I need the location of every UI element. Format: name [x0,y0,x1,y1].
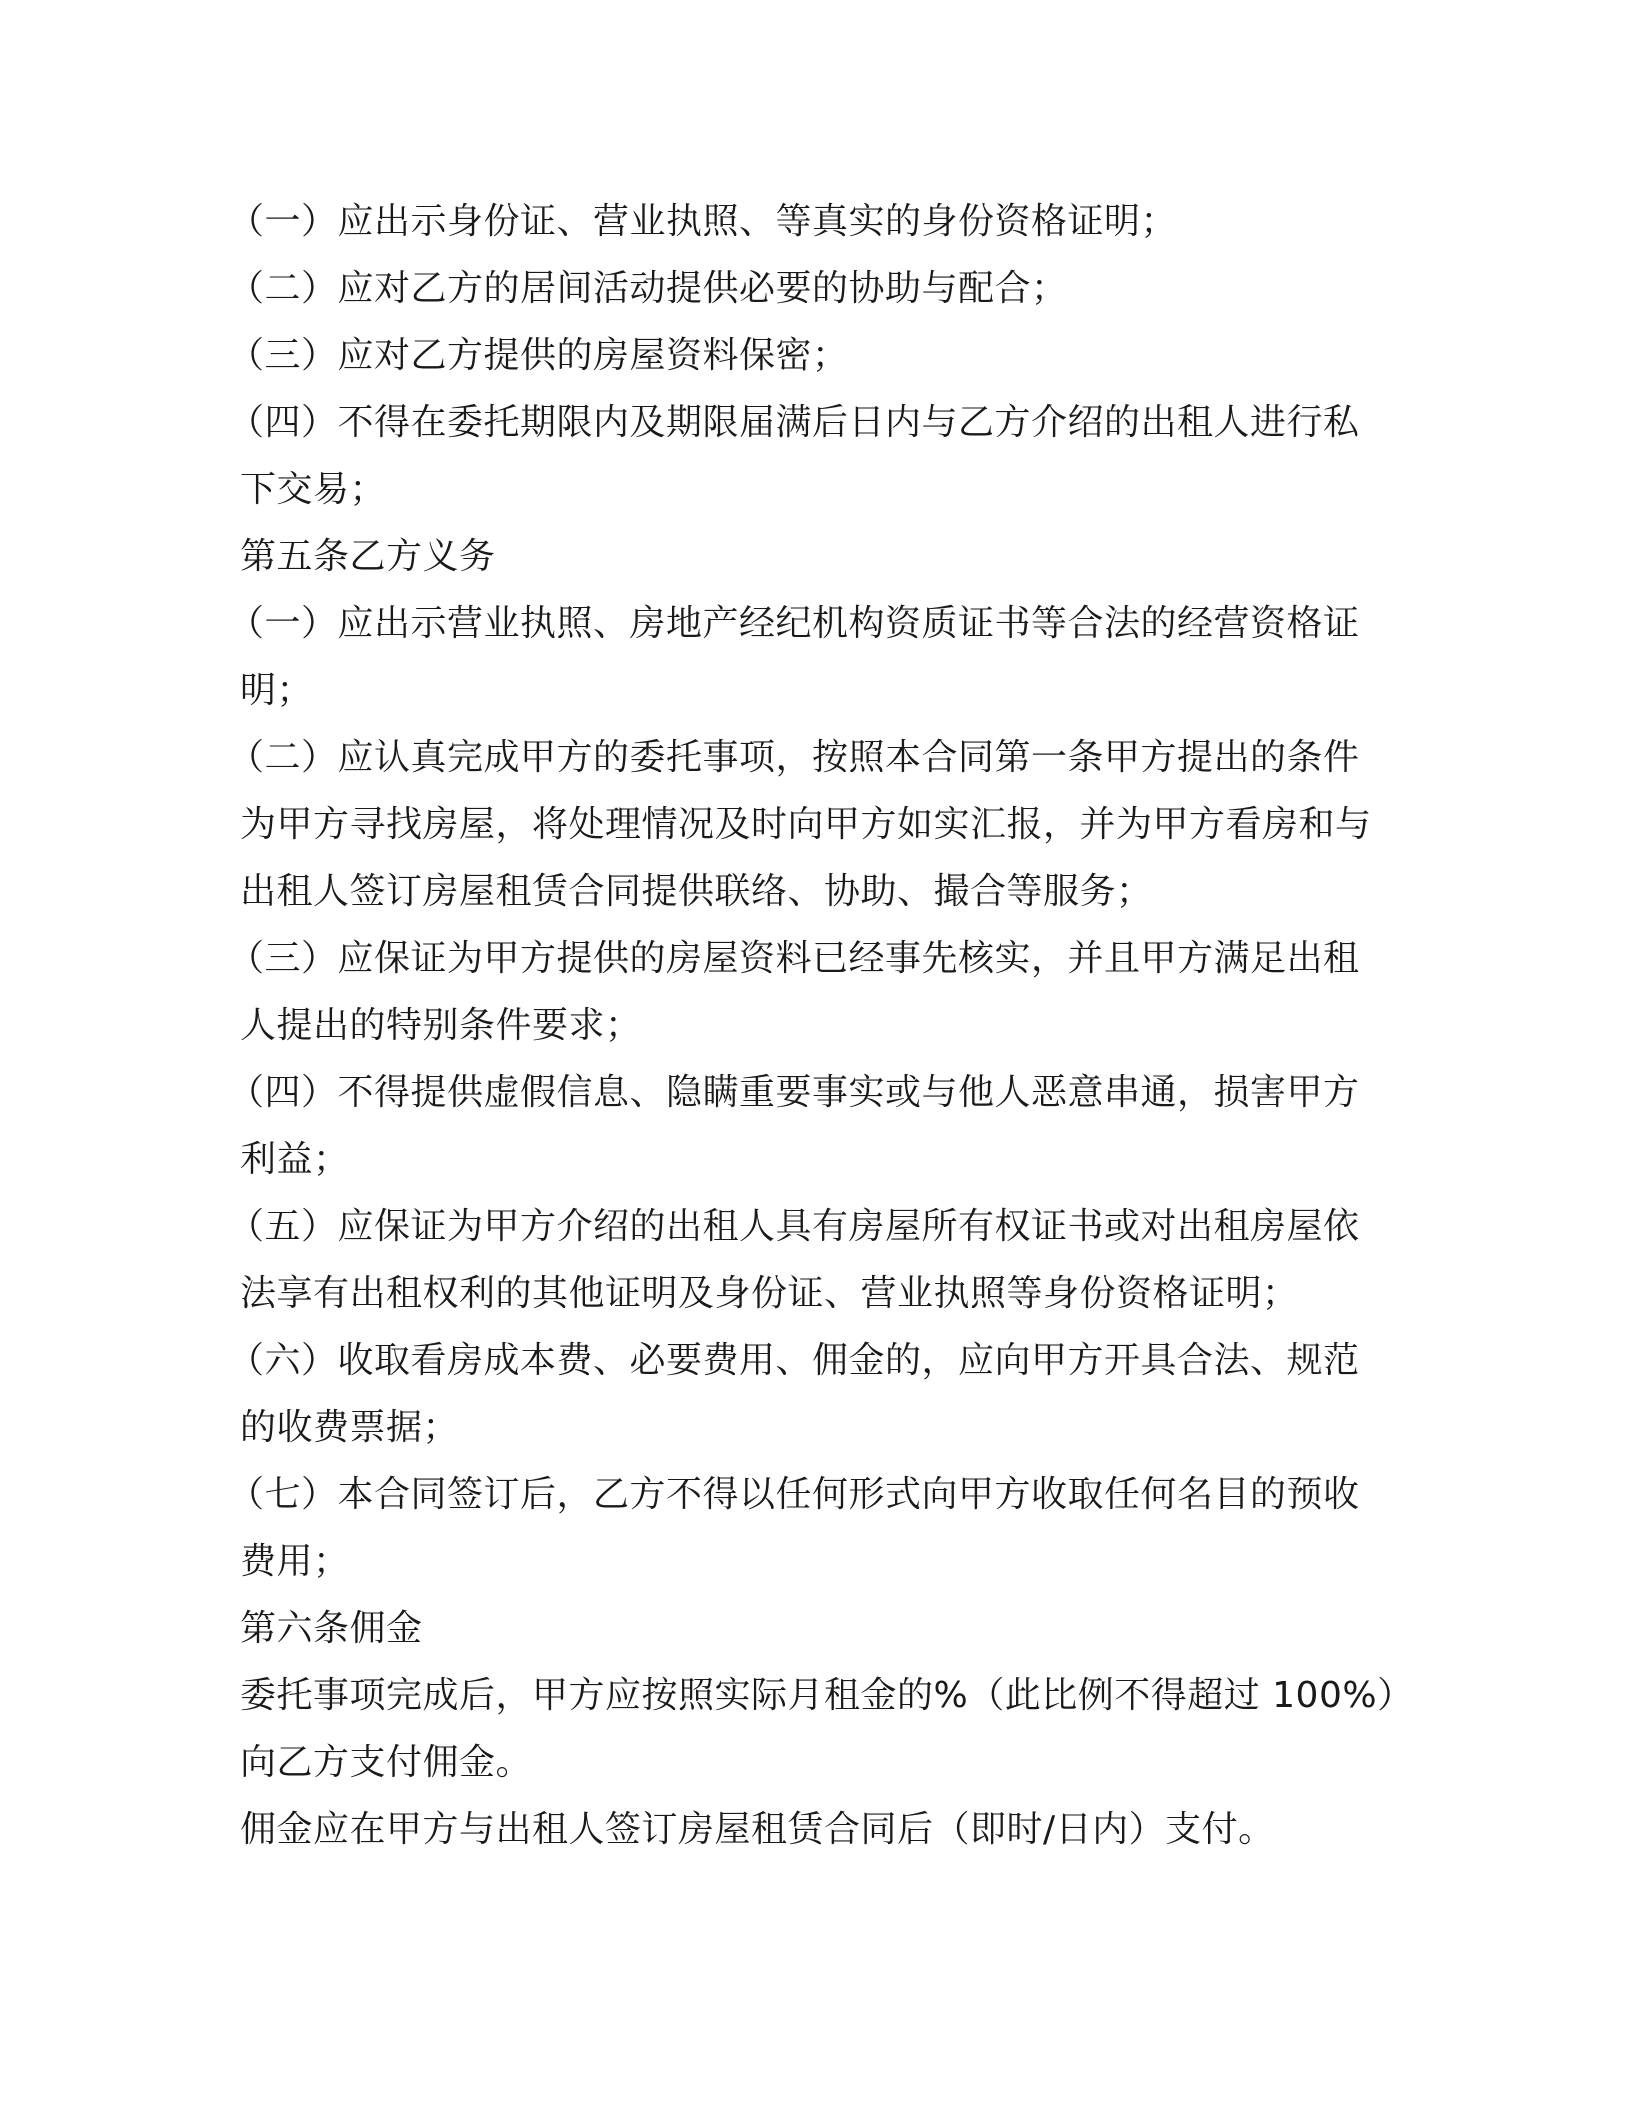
clause-line-continuation: 人提出的特别条件要求； [240,1005,642,1046]
clause-line: （一）应出示营业执照、房地产经纪机构资质证书等合法的经营资格证 [228,603,1360,644]
clause-line: （四）不得提供虚假信息、隐瞒重要事实或与他人恶意串通，损害甲方 [228,1072,1360,1113]
clause-line-continuation: 法享有出租权利的其他证明及身份证、营业执照等身份资格证明； [240,1273,1299,1314]
clause-line: （一）应出示身份证、营业执照、等真实的身份资格证明； [228,201,1178,242]
document-body [228,188,1414,1863]
clause-line-continuation: 为甲方寻找房屋，将处理情况及时向甲方如实汇报，并为甲方看房和与 [240,804,1372,845]
clause-line: （三）应保证为甲方提供的房屋资料已经事先核实，并且甲方满足出租 [228,938,1360,979]
clause-line: （二）应认真完成甲方的委托事项，按照本合同第一条甲方提出的条件 [228,737,1360,778]
clause-line: （四）不得在委托期限内及期限届满后日内与乙方介绍的出租人进行私 [228,402,1360,443]
clause-line-continuation: 利益； [240,1139,350,1180]
clause-line: （三）应对乙方提供的房屋资料保密； [228,335,849,376]
clause-line-continuation: 的收费票据； [240,1407,460,1448]
clause-line-continuation: 明； [240,670,314,711]
section-heading: 第五条乙方义务 [240,536,496,577]
clause-line-continuation: 下交易； [240,469,387,510]
paragraph-line-continuation: 向乙方支付佣金。 [240,1742,533,1783]
clause-line: （六）收取看房成本费、必要费用、佣金的，应向甲方开具合法、规范 [228,1340,1360,1381]
clause-line-continuation: 费用； [240,1541,350,1582]
paragraph-line: 委托事项完成后，甲方应按照实际月租金的%（此比例不得超过 100%） [240,1675,1414,1716]
clause-line-continuation: 出租人签订房屋租赁合同提供联络、协助、撮合等服务； [240,871,1153,912]
clause-line: （七）本合同签订后，乙方不得以任何形式向甲方收取任何名目的预收 [228,1474,1360,1515]
paragraph-line: 佣金应在甲方与出租人签订房屋租赁合同后（即时/日内）支付。 [240,1809,1275,1850]
section-heading: 第六条佣金 [240,1608,423,1649]
clause-line: （五）应保证为甲方介绍的出租人具有房屋所有权证书或对出租房屋依 [228,1206,1360,1247]
clause-line: （二）应对乙方的居间活动提供必要的协助与配合； [228,268,1068,309]
